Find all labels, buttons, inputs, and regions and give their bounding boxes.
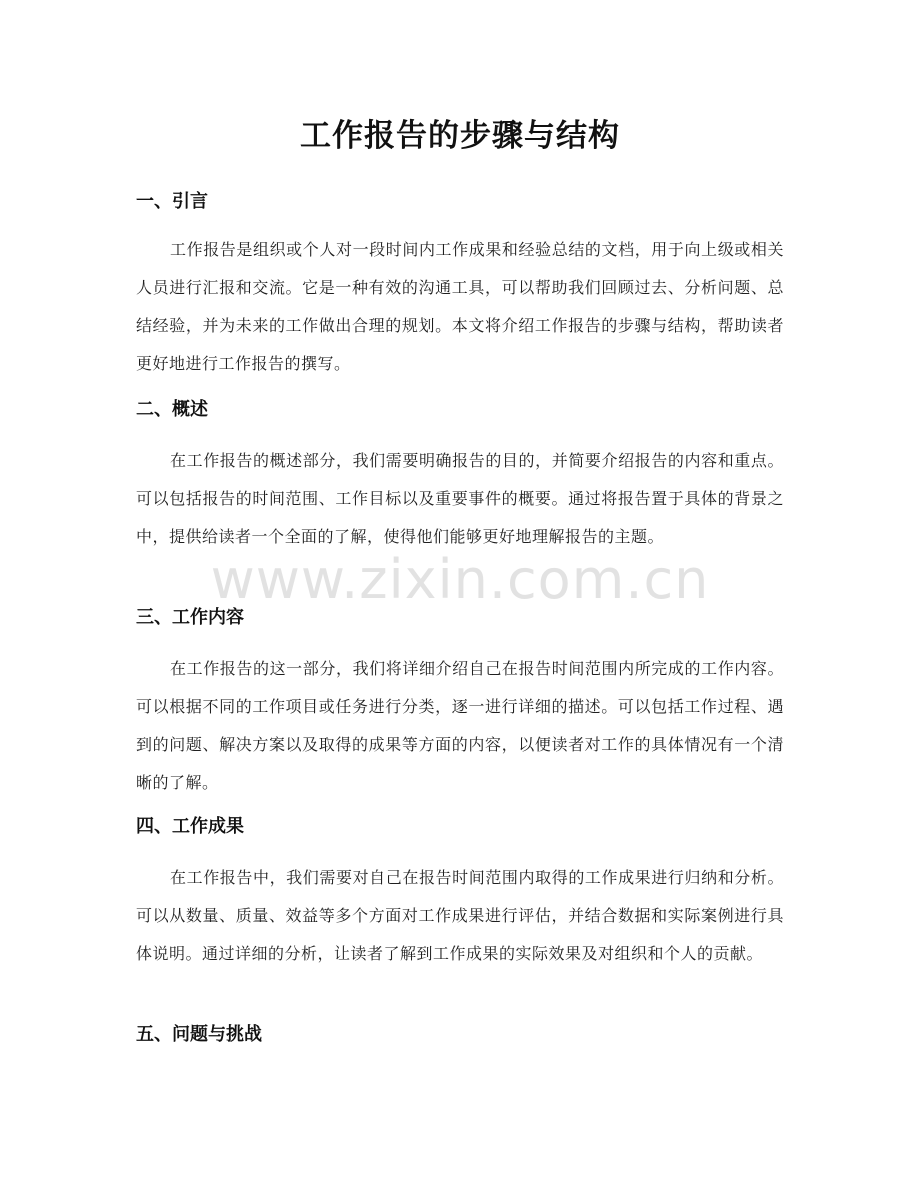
section-heading-overview: 二、概述 [136,399,208,420]
section-heading-problems-challenges: 五、问题与挑战 [136,1024,262,1045]
section-body-overview: 在工作报告的概述部分，我们需要明确报告的目的，并简要介绍报告的内容和重点。可以包括报告的时间范围、工作目标以及重要事件的概要。通过将报告置于具体的背景之中，提供给读者一个全面的了解，使得他们能够更好地理解报告的主题。 [136,451,784,546]
section-heading-work-content: 三、工作内容 [136,607,244,628]
section-body-work-content: 在工作报告的这一部分，我们将详细介绍自己在报告时间范围内所完成的工作内容。可以根据不同的工作项目或任务进行分类，逐一进行详细的描述。可以包括工作过程、遇到的问题、解决方案以及取得的成果等方面的内容，以便读者对工作的具体情况有一个清晰的了解。 [136,659,784,792]
section-heading-introduction: 一、引言 [136,191,208,212]
section-body-introduction: 工作报告是组织或个人对一段时间内工作成果和经验总结的文档，用于向上级或相关人员进行汇报和交流。它是一种有效的沟通工具，可以帮助我们回顾过去、分析问题、总结经验，并为未来的工作做出合理的规划。本文将介绍工作报告的步骤与结构，帮助读者更好地进行工作报告的撰写。 [136,240,784,373]
section-body-work-results: 在工作报告中，我们需要对自己在报告时间范围内取得的工作成果进行归纳和分析。可以从数量、质量、效益等多个方面对工作成果进行评估，并结合数据和实际案例进行具体说明。通过详细的分析，让读者了解到工作成果的实际效果及对组织和个人的贡献。 [136,868,784,963]
section-heading-work-results: 四、工作成果 [136,816,244,837]
document-title: 工作报告的步骤与结构 [300,118,620,154]
watermark: www.zixin.com.cn [210,548,710,611]
